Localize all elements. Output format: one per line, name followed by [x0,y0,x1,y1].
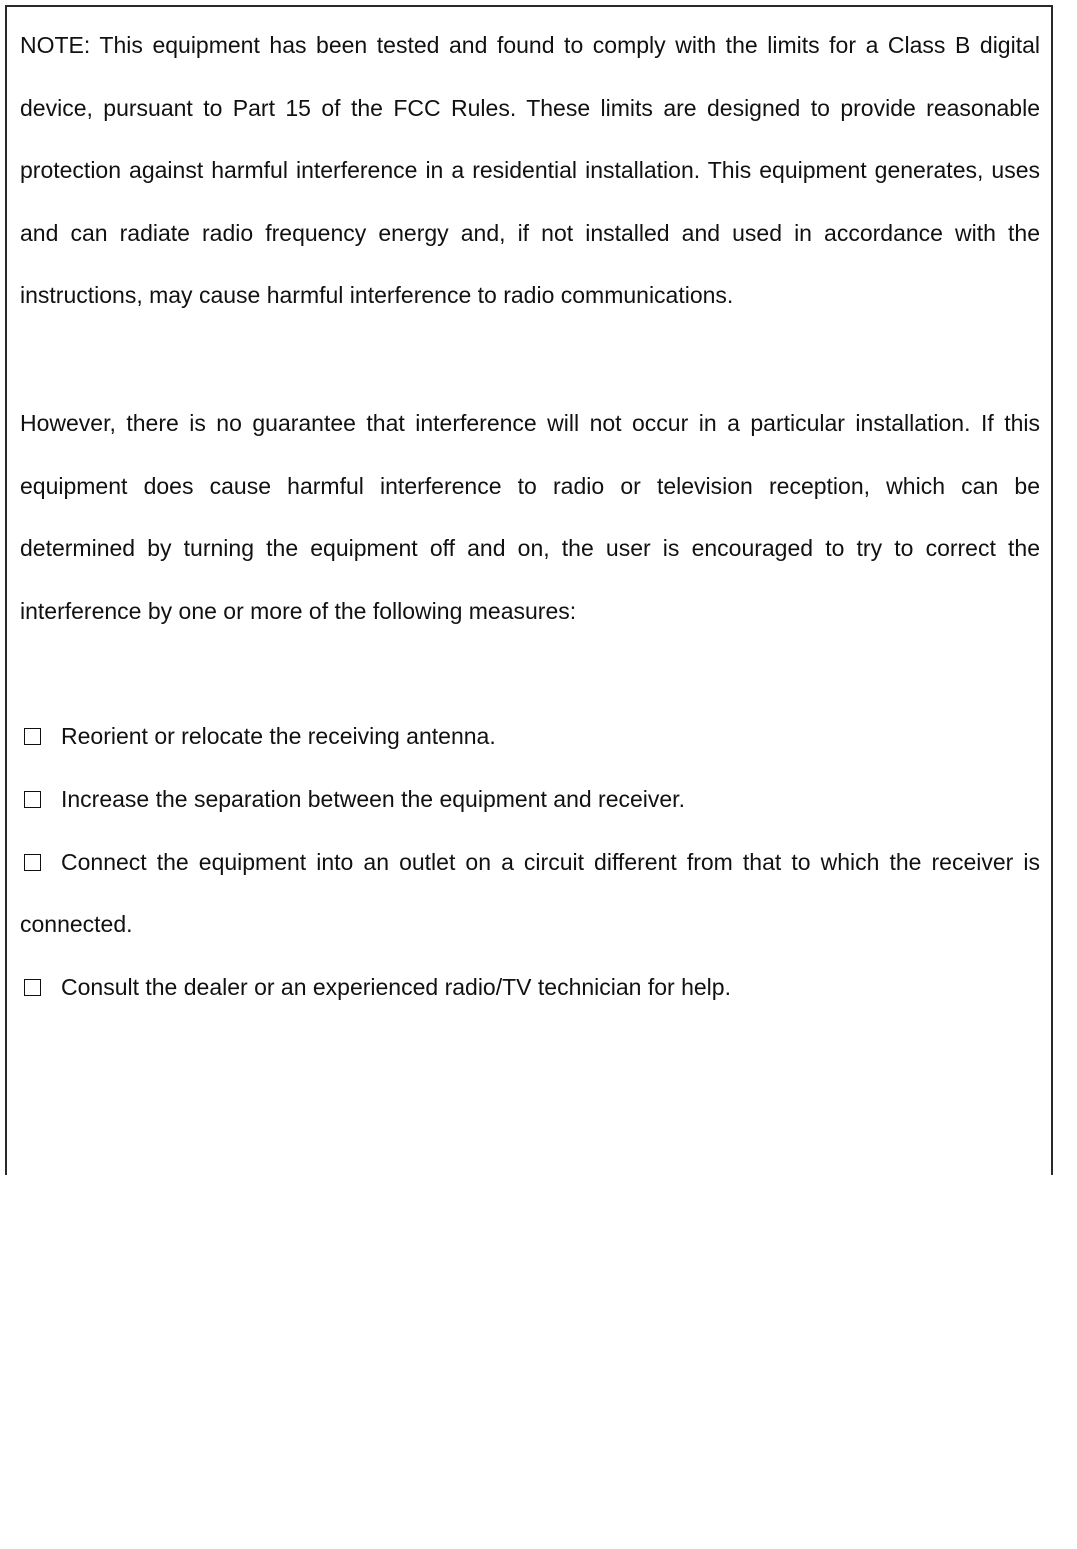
checkbox-icon [24,728,41,745]
fcc-notice [20,14,1040,1018]
list-item [20,768,1040,831]
checkbox-icon [24,854,41,871]
measure-text: Increase the separation between the equipment and receiver. [61,785,685,812]
checkbox-icon [24,979,41,996]
interference-paragraph: However, there is no guarantee that interference will not occur in a particular installation. If this equipment does cause harmful interference to radio or television reception, which can be determined by turning the equipment off and on, the user is encouraged to try to correct the interference by one or more of the following measures: [20,409,1040,624]
fcc-compliance-paragraph: NOTE: This equipment has been tested and found to comply with the limits for a Class B digital device, pursuant to Part 15 of the FCC Rules. These limits are designed to provide reasonable protection against harmful interference in a residential installation. This equipment generates, uses and can radiate radio frequency energy and, if not installed and used in accordance with the instructions, may cause harmful interference to radio communications. [20,32,1040,309]
measures-list [20,705,1040,1018]
list-item [20,705,1040,768]
measure-text: Connect the equipment into an outlet on a circuit different from that to which the receiver is connected. [20,848,1040,938]
measure-text: Consult the dealer or an experienced radio/TV technician for help. [61,973,731,1000]
measure-text: Reorient or relocate the receiving antenna. [61,723,496,750]
checkbox-icon [24,791,41,808]
list-item [20,831,1040,956]
list-item [20,956,1040,1019]
